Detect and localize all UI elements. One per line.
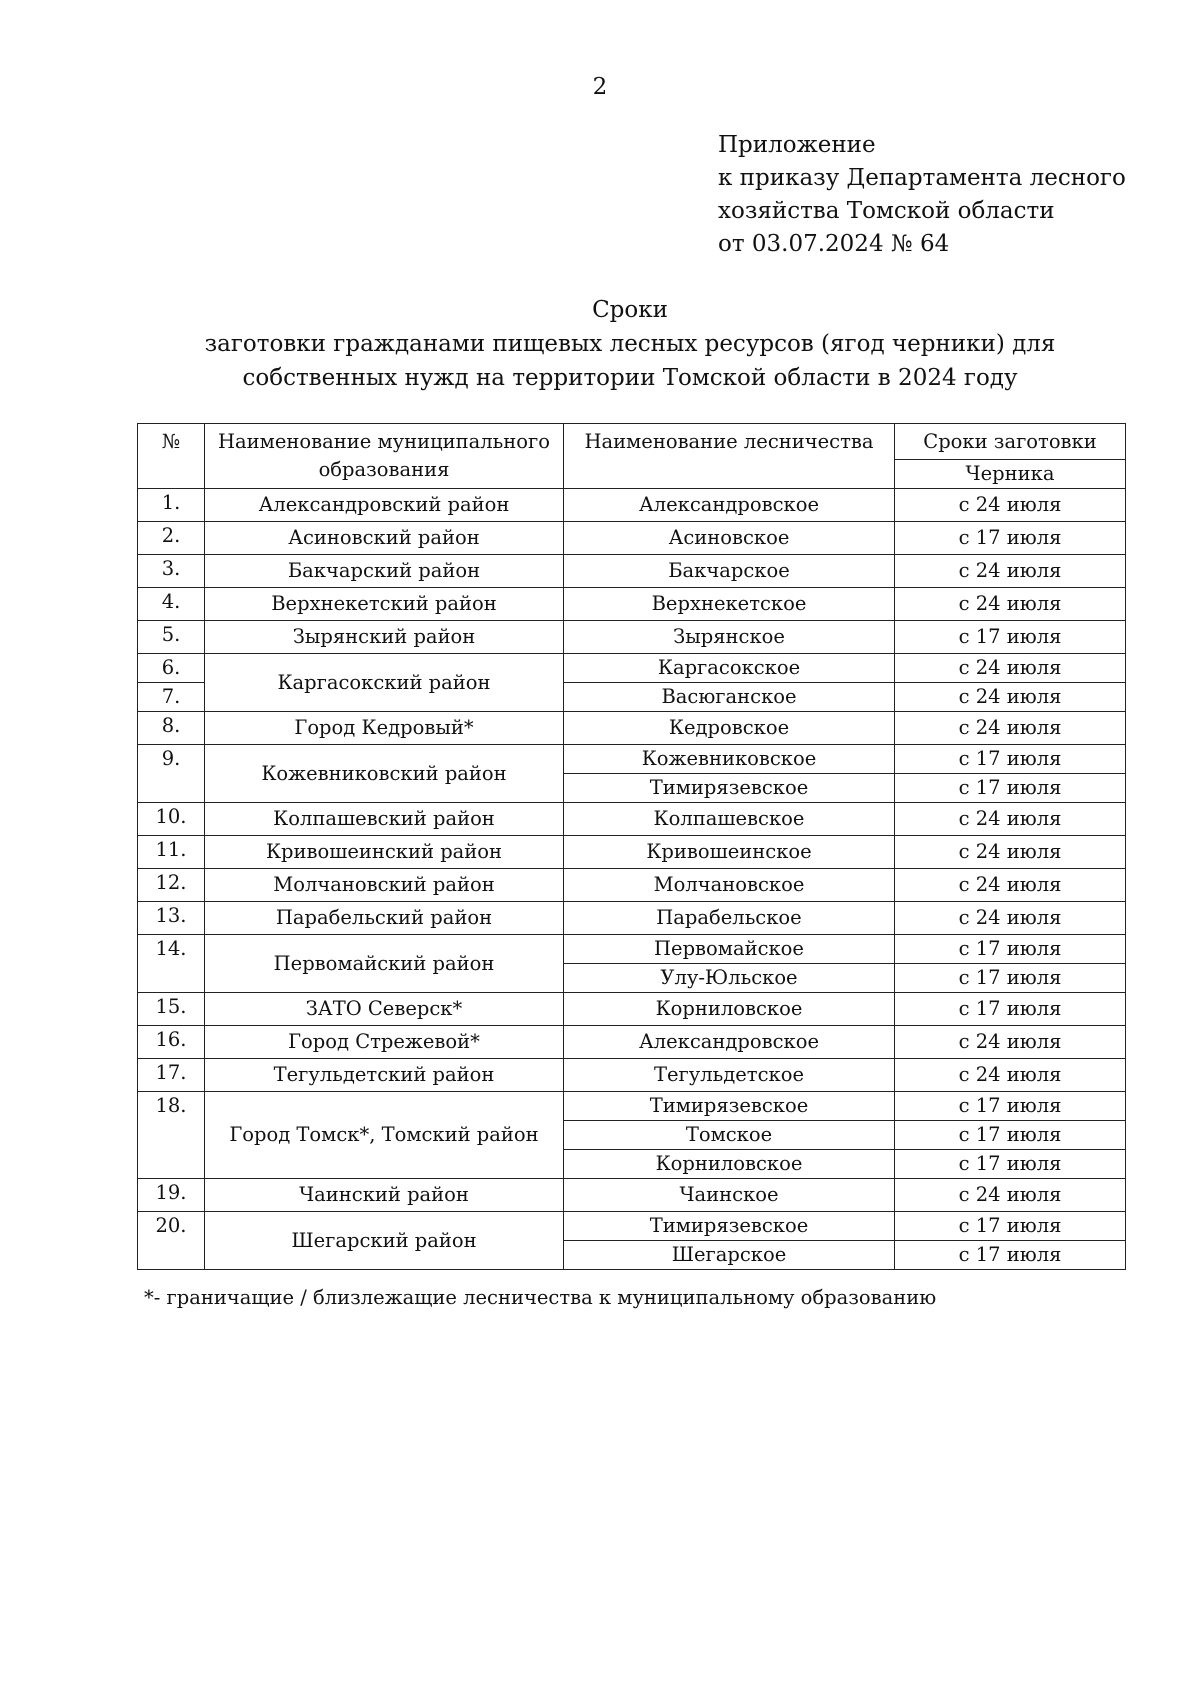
forestry-cell: Томское: [564, 1121, 895, 1150]
title-line-3: собственных нужд на территории Томской области в 2024 году: [242, 365, 1018, 391]
header-terms: Сроки заготовки: [895, 424, 1126, 460]
term-cell: с 17 июля: [895, 1092, 1126, 1121]
forestry-cell: Кожевниковское: [564, 745, 895, 774]
header-number: №: [138, 424, 205, 489]
row-number: 4.: [138, 588, 205, 621]
document-title: [0, 293, 1200, 395]
forestry-cell: Александровское: [564, 489, 895, 522]
term-cell: с 24 июля: [895, 555, 1126, 588]
term-cell: с 24 июля: [895, 588, 1126, 621]
row-number: 8.: [138, 712, 205, 745]
term-cell: с 24 июля: [895, 683, 1126, 712]
forestry-cell: Шегарское: [564, 1241, 895, 1270]
table-row: [138, 522, 1126, 555]
forestry-cell: Корниловское: [564, 993, 895, 1026]
municipality-cell: Кожевниковский район: [205, 745, 564, 803]
table-row: [138, 489, 1126, 522]
appendix-line-2: к приказу Департамента лесного: [718, 165, 1126, 191]
term-cell: с 24 июля: [895, 1179, 1126, 1212]
table-row: [138, 1092, 1126, 1121]
municipality-cell: Колпашевский район: [205, 803, 564, 836]
forestry-cell: Тимирязевское: [564, 1212, 895, 1241]
municipality-cell: Город Стрежевой*: [205, 1026, 564, 1059]
table-row: [138, 902, 1126, 935]
forestry-cell: Корниловское: [564, 1150, 895, 1179]
row-number: 12.: [138, 869, 205, 902]
term-cell: с 24 июля: [895, 803, 1126, 836]
appendix-line-4: от 03.07.2024 № 64: [718, 231, 950, 257]
forestry-cell: Александровское: [564, 1026, 895, 1059]
row-number: 20.: [138, 1212, 205, 1270]
table-row: [138, 1059, 1126, 1092]
term-cell: с 24 июля: [895, 836, 1126, 869]
table-body: [138, 489, 1126, 1270]
term-cell: с 17 июля: [895, 993, 1126, 1026]
row-number: 9.: [138, 745, 205, 803]
municipality-cell: Шегарский район: [205, 1212, 564, 1270]
term-cell: с 17 июля: [895, 1241, 1126, 1270]
term-cell: с 17 июля: [895, 1121, 1126, 1150]
term-cell: с 17 июля: [895, 935, 1126, 964]
term-cell: с 17 июля: [895, 1150, 1126, 1179]
table-header: [138, 424, 1126, 489]
table-row: [138, 555, 1126, 588]
appendix-line-1: Приложение: [718, 132, 876, 158]
table-row: [138, 712, 1126, 745]
municipality-cell: Верхнекетский район: [205, 588, 564, 621]
row-number: 15.: [138, 993, 205, 1026]
forestry-cell: Верхнекетское: [564, 588, 895, 621]
municipality-cell: Асиновский район: [205, 522, 564, 555]
forestry-cell: Тимирязевское: [564, 774, 895, 803]
table-row: [138, 1179, 1126, 1212]
forestry-cell: Васюганское: [564, 683, 895, 712]
table-row: [138, 836, 1126, 869]
harvest-schedule-table: [137, 423, 1126, 1270]
municipality-cell: ЗАТО Северск*: [205, 993, 564, 1026]
table-row: [138, 621, 1126, 654]
footnote: *- граничащие / близлежащие лесничества к муниципальному образованию: [144, 1286, 937, 1309]
term-cell: с 17 июля: [895, 745, 1126, 774]
table-row: [138, 1026, 1126, 1059]
appendix-block: [718, 129, 1126, 261]
municipality-cell: Тегульдетский район: [205, 1059, 564, 1092]
row-number: 3.: [138, 555, 205, 588]
municipality-cell: Парабельский район: [205, 902, 564, 935]
title-line-1: Сроки: [592, 297, 668, 323]
term-cell: с 17 июля: [895, 1212, 1126, 1241]
forestry-cell: Первомайское: [564, 935, 895, 964]
row-number: 7.: [138, 683, 205, 712]
municipality-cell: Город Томск*, Томский район: [205, 1092, 564, 1179]
table-row: [138, 993, 1126, 1026]
municipality-cell: Зырянский район: [205, 621, 564, 654]
forestry-cell: Зырянское: [564, 621, 895, 654]
forestry-cell: Улу-Юльское: [564, 964, 895, 993]
term-cell: с 24 июля: [895, 489, 1126, 522]
row-number: 13.: [138, 902, 205, 935]
forestry-cell: Парабельское: [564, 902, 895, 935]
forestry-cell: Тегульдетское: [564, 1059, 895, 1092]
table-row: [138, 745, 1126, 774]
municipality-cell: Чаинский район: [205, 1179, 564, 1212]
forestry-cell: Молчановское: [564, 869, 895, 902]
term-cell: с 17 июля: [895, 964, 1126, 993]
table-row: [138, 1212, 1126, 1241]
row-number: 17.: [138, 1059, 205, 1092]
municipality-cell: Первомайский район: [205, 935, 564, 993]
municipality-cell: Молчановский район: [205, 869, 564, 902]
term-cell: с 17 июля: [895, 621, 1126, 654]
term-cell: с 24 июля: [895, 1059, 1126, 1092]
title-line-2: заготовки гражданами пищевых лесных ресурсов (ягод черники) для: [204, 331, 1056, 357]
row-number: 18.: [138, 1092, 205, 1179]
municipality-cell: Бакчарский район: [205, 555, 564, 588]
forestry-cell: Колпашевское: [564, 803, 895, 836]
term-cell: с 24 июля: [895, 869, 1126, 902]
row-number: 14.: [138, 935, 205, 993]
forestry-cell: Кривошеинское: [564, 836, 895, 869]
forestry-cell: Бакчарское: [564, 555, 895, 588]
municipality-cell: Каргасокский район: [205, 654, 564, 712]
term-cell: с 24 июля: [895, 902, 1126, 935]
row-number: 11.: [138, 836, 205, 869]
forestry-cell: Тимирязевское: [564, 1092, 895, 1121]
municipality-cell: Город Кедровый*: [205, 712, 564, 745]
row-number: 16.: [138, 1026, 205, 1059]
row-number: 6.: [138, 654, 205, 683]
header-municipality: Наименование муниципального образования: [205, 424, 564, 489]
municipality-cell: Александровский район: [205, 489, 564, 522]
term-cell: с 24 июля: [895, 712, 1126, 745]
row-number: 2.: [138, 522, 205, 555]
row-number: 5.: [138, 621, 205, 654]
table-row: [138, 654, 1126, 683]
term-cell: с 17 июля: [895, 522, 1126, 555]
forestry-cell: Кедровское: [564, 712, 895, 745]
table-row: [138, 935, 1126, 964]
forestry-cell: Асиновское: [564, 522, 895, 555]
term-cell: с 24 июля: [895, 1026, 1126, 1059]
table-row: [138, 869, 1126, 902]
row-number: 10.: [138, 803, 205, 836]
forestry-cell: Каргасокское: [564, 654, 895, 683]
term-cell: с 24 июля: [895, 654, 1126, 683]
header-forestry: Наименование лесничества: [564, 424, 895, 489]
row-number: 19.: [138, 1179, 205, 1212]
page-number: 2: [592, 74, 608, 100]
term-cell: с 17 июля: [895, 774, 1126, 803]
row-number: 1.: [138, 489, 205, 522]
appendix-line-3: хозяйства Томской области: [718, 198, 1055, 224]
forestry-cell: Чаинское: [564, 1179, 895, 1212]
table-row: [138, 588, 1126, 621]
municipality-cell: Кривошеинский район: [205, 836, 564, 869]
table-row: [138, 803, 1126, 836]
header-berry: Черника: [895, 460, 1126, 489]
